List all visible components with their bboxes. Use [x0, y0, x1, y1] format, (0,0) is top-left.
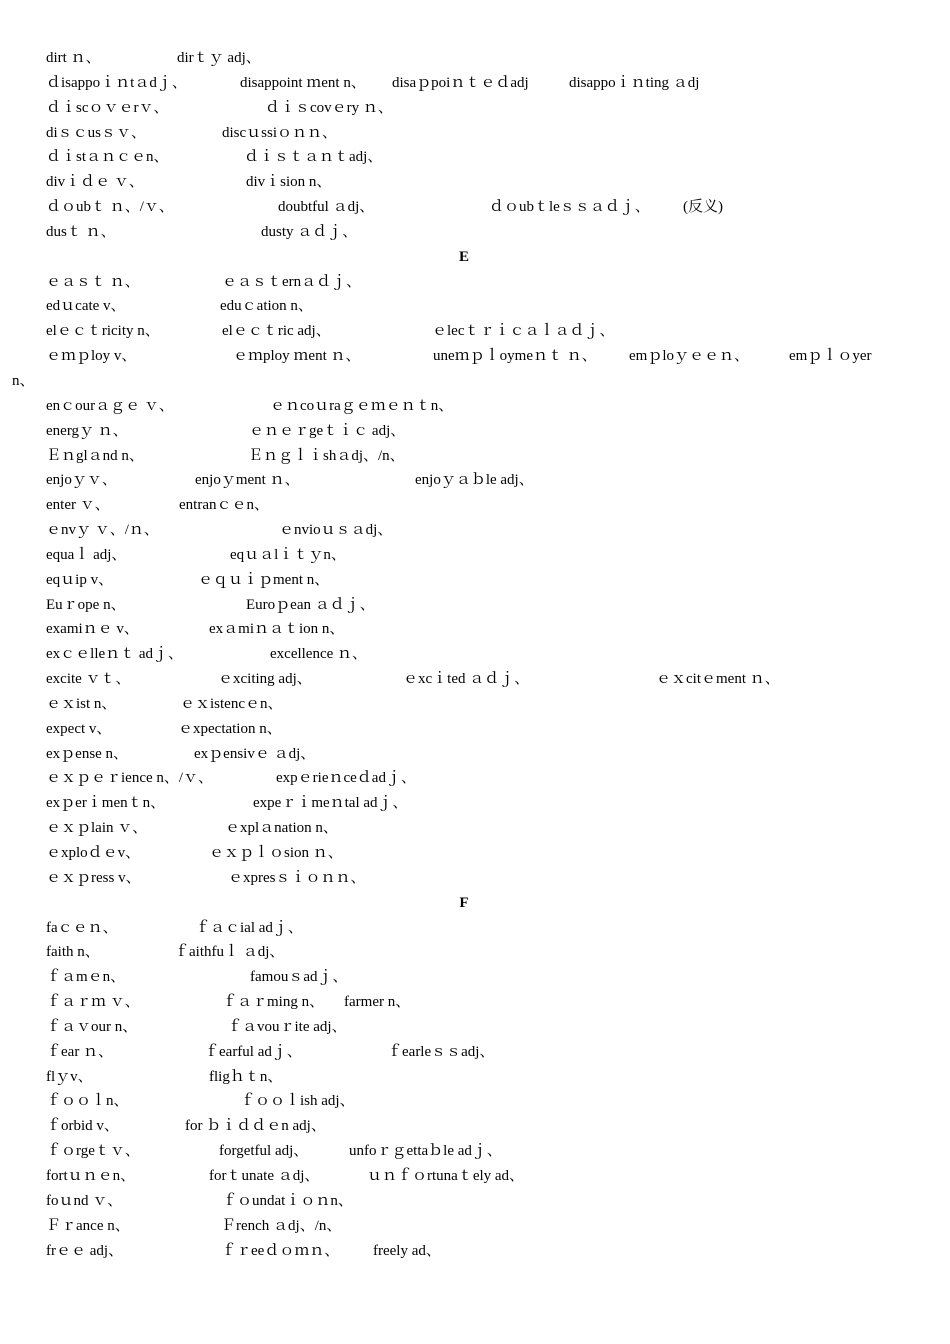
word-form: ｅｘｐｌｏsion ｎ、 [209, 845, 343, 861]
word-form: ｅｘcitｅment ｎ、 [656, 671, 780, 688]
word-form: edｕcate v、 [46, 298, 126, 315]
word-form: faith n、 [46, 944, 100, 961]
word-row [0, 593, 950, 618]
word-form: Ｅｎglａnd n、 [46, 447, 144, 464]
word-form: ｆearful adｊ、 [204, 1043, 302, 1060]
word-row [0, 96, 950, 121]
word-row [0, 667, 950, 692]
word-form: exｐense n、 [46, 745, 129, 762]
section-letter: F [459, 894, 469, 911]
word-form: disappoint ｍent n、 [240, 74, 366, 91]
word-form: ｅlecｔｒｉｃａｌａｄｊ、 [432, 323, 615, 340]
word-form: ｆａｃial adｊ、 [195, 919, 303, 936]
word-form: ｆａmｅn、 [46, 969, 126, 986]
word-row [0, 1214, 950, 1239]
word-form: enjoｙｖ、 [46, 472, 117, 489]
word-form: ｆearleｓｓadj、 [387, 1043, 495, 1060]
word-form: ｅｘist n、 [46, 695, 117, 712]
word-form: elｅｃｔric adj、 [222, 323, 331, 340]
word-row [0, 717, 950, 742]
word-form: exａmiｎａｔion n、 [209, 621, 345, 638]
word-form: ｅｍｐloy v、 [46, 348, 137, 365]
word-form: doubtful ａdj、 [278, 199, 375, 216]
word-form: ｆｒeeｄｏｍｎ、 [221, 1242, 340, 1259]
word-form: flｙv、 [46, 1068, 93, 1085]
word-form: unfoｒｇettaｂle adｊ、 [349, 1143, 502, 1160]
word-row [0, 1239, 950, 1264]
word-form: forｔunate ａdj、 [209, 1167, 320, 1184]
word-form: ｄｉstａｎｃｅn、 [46, 149, 169, 166]
word-form: exｃｅlleｎｔ adｊ、 [46, 646, 184, 663]
word-row [0, 344, 950, 369]
word-form: dusｔ ｎ、 [46, 223, 116, 240]
word-form: exｐerｉmenｔn、 [46, 795, 166, 812]
word-form: Euｒope n、 [46, 596, 126, 613]
word-form: excite ｖｔ、 [46, 671, 131, 688]
word-form: expeｒｉmeｎtal adｊ、 [253, 795, 408, 812]
word-row [0, 518, 950, 543]
word-form: ｅxcｉted ａｄｊ、 [403, 671, 530, 688]
word-form: ｅａｓｔ ｎ、 [46, 273, 140, 290]
word-form: divｉsion n、 [246, 174, 332, 191]
word-form: ｅxploｄｅv、 [46, 845, 141, 861]
word-row [0, 195, 950, 220]
section-letter: E [458, 248, 469, 265]
word-form: excellence ｎ、 [270, 646, 368, 663]
word-form: dirt ｎ、 [46, 50, 101, 66]
word-form: ｕｎｆｏrtunaｔely ad、 [367, 1167, 525, 1184]
word-form: energｙ ｎ、 [46, 422, 128, 439]
word-form: famouｓadｊ、 [250, 969, 348, 986]
word-form: fligｈｔn、 [209, 1068, 283, 1085]
word-form: enter ｖ、 [46, 497, 110, 514]
section-heading [0, 245, 950, 270]
word-form: ｆｏｏｌish adj、 [240, 1093, 355, 1110]
word-form: frｅｅ adj、 [46, 1242, 124, 1259]
word-form: ｄｏubｔ ｎ、/ｖ、 [46, 199, 174, 216]
word-form: Euroｐean ａｄｊ、 [246, 596, 375, 613]
word-row [0, 1065, 950, 1090]
word-form: dirｔｙ adj、 [177, 50, 261, 66]
word-form: ｆｏundatｉｏｎn、 [222, 1192, 353, 1209]
word-form: ｆaithfuｌ ａdj、 [174, 944, 285, 961]
word-row [0, 841, 950, 866]
word-form: ｄｉscｏｖｅrｖ、 [46, 99, 169, 116]
word-form: entranｃｅn、 [179, 497, 269, 514]
word-form: ｅｘｐlain ｖ、 [46, 820, 148, 837]
word-form: freely ad、 [373, 1242, 441, 1259]
word-row [0, 121, 950, 146]
word-form: Ｅｎｇｌｉshａdj、/n、 [248, 447, 405, 464]
word-form: Ｆｒance n、 [46, 1217, 130, 1234]
word-row [0, 692, 950, 717]
word-list-document [0, 46, 950, 1263]
word-form: farmer n、 [344, 994, 411, 1011]
word-form: equaｌ adj、 [46, 546, 127, 563]
word-row [0, 1089, 950, 1114]
word-row [0, 766, 950, 791]
word-form: disappoｉｎting ａdj [569, 74, 700, 91]
word-form: ｅnvｙ ｖ、/ｎ、 [46, 522, 159, 539]
word-form: ｅｎｅｒgeｔｉｃ adj、 [249, 422, 406, 439]
word-form: eqｕip v、 [46, 571, 114, 588]
word-form: diｓｃusｓｖ、 [46, 124, 147, 141]
word-form: emｐｌｏyer [789, 348, 872, 365]
word-form: ｆｏrgeｔｖ、 [46, 1143, 140, 1160]
word-form: divｉｄｅ ｖ、 [46, 174, 144, 191]
word-form: ｅｘistencｅn、 [180, 695, 283, 712]
word-form: examiｎｅ v、 [46, 621, 139, 638]
word-row [0, 1114, 950, 1139]
word-form: (反义) [683, 199, 723, 216]
word-form: ｅｘｐｅｒience n、/ｖ、 [46, 770, 214, 787]
word-row [0, 1040, 950, 1065]
word-form: ｄisappoｉｎtａdｊ、 [46, 74, 187, 91]
word-form: ｅｑｕｉｐment n、 [198, 571, 330, 588]
word-row [0, 940, 950, 965]
word-form: ｆａｒｍ ｖ、 [46, 994, 140, 1011]
word-row [0, 965, 950, 990]
word-row [0, 468, 950, 493]
word-form: uneｍｐｌoymeｎｔ ｎ、 [433, 348, 597, 365]
word-row [0, 990, 950, 1015]
word-row [0, 1189, 950, 1214]
word-form: ｄｉｓcovｅry ｎ、 [265, 99, 393, 116]
word-row [0, 444, 950, 469]
word-form: expｅrieｎceｄadｊ、 [276, 770, 416, 787]
word-form: ｅxciting adj、 [218, 671, 312, 688]
word-row [0, 543, 950, 568]
word-row [0, 1015, 950, 1040]
word-form: ｆｏｏｌn、 [46, 1093, 129, 1110]
word-form: ｆａｖour n、 [46, 1018, 138, 1035]
word-form: forgetful adj、 [219, 1143, 309, 1160]
word-form: ｅｘｐress v、 [46, 869, 141, 886]
word-form: dusty ａｄｊ、 [261, 223, 358, 240]
word-form: eduｃation n、 [220, 298, 313, 315]
word-form: ｆear ｎ、 [46, 1043, 114, 1060]
word-form: fortｕｎｅn、 [46, 1167, 136, 1184]
word-row [0, 220, 950, 245]
word-form: ｆａvouｒite adj、 [227, 1018, 347, 1035]
word-row [0, 394, 950, 419]
word-form: elｅｃｔricity n、 [46, 323, 160, 340]
word-form: emｐloｙｅｅｎ、 [629, 348, 749, 365]
word-form: Ｆrench ａdj、/n、 [221, 1217, 342, 1234]
word-row [0, 568, 950, 593]
word-form: ｆａｒming n、 [222, 994, 325, 1011]
word-form: enjoｙａｂle adj、 [415, 472, 534, 489]
word-row [0, 1139, 950, 1164]
word-row [0, 369, 950, 394]
section-heading [0, 891, 950, 916]
word-form: foｕnd ｖ、 [46, 1192, 123, 1209]
word-form: ｅｎcoｕraｇｅｍｅｎｔn、 [270, 397, 454, 414]
word-row [0, 145, 950, 170]
word-form: ｄｉｓｔａｎｔadj、 [244, 149, 383, 166]
word-form: exｐensivｅ ａdj、 [194, 745, 316, 762]
word-row [0, 270, 950, 295]
word-row [0, 1164, 950, 1189]
word-form: ｅxpectation n、 [178, 720, 282, 737]
word-row [0, 294, 950, 319]
word-form: discｕssiｏｎｎ、 [222, 124, 338, 141]
word-row [0, 71, 950, 96]
word-form: n、 [12, 372, 35, 389]
word-form: expect v、 [46, 720, 112, 737]
word-form: enｃourａｇｅ ｖ、 [46, 397, 174, 414]
word-form: ｅnvioｕｓａdj、 [279, 522, 393, 539]
word-row [0, 319, 950, 344]
word-form: eqｕａlｉｔｙn、 [230, 546, 346, 563]
word-form: ｆorbid v、 [46, 1118, 119, 1135]
word-form: ｅxpresｓｉｏｎｎ、 [228, 869, 366, 886]
word-form: ｅｍploy ｍent ｎ、 [233, 348, 361, 365]
word-row [0, 617, 950, 642]
word-row [0, 170, 950, 195]
word-row [0, 866, 950, 891]
word-row [0, 642, 950, 667]
word-form: disaｐpoiｎｔｅｄadj [392, 74, 529, 91]
word-row [0, 742, 950, 767]
word-row [0, 916, 950, 941]
word-row [0, 791, 950, 816]
word-row [0, 419, 950, 444]
word-form: for ｂｉｄｄｅn adj、 [185, 1118, 326, 1135]
word-form: ｄｏubｔleｓｓａｄｊ、 [489, 199, 650, 216]
word-form: enjoｙment ｎ、 [195, 472, 300, 489]
word-form: faｃｅｎ、 [46, 919, 118, 936]
word-row [0, 493, 950, 518]
word-row [0, 816, 950, 841]
word-form: ｅａｓｔernａｄｊ、 [222, 273, 362, 290]
word-form: ｅxplａnation n、 [225, 820, 338, 837]
word-row [0, 46, 950, 71]
